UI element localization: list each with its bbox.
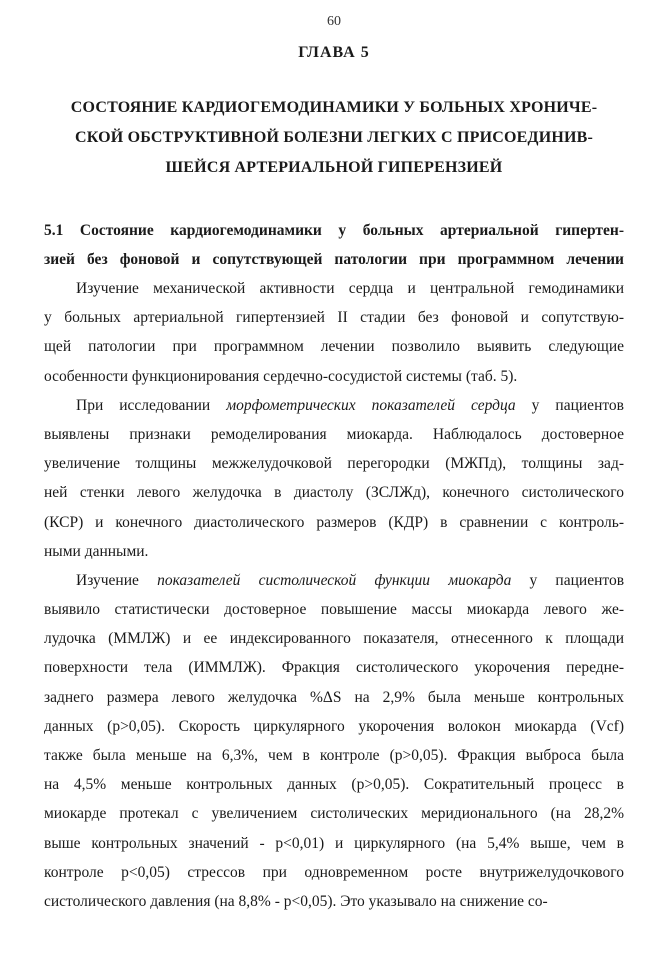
- text-line: При исследовании морфометрических показателей сердца у пациентов: [76, 396, 624, 414]
- section-heading-line: зией без фоновой и сопутствующей патологии при программном лечении: [44, 251, 624, 268]
- text-line: контроле р<0,05) стрессов при одновременном росте внутрижелудочкового: [44, 863, 624, 881]
- section-heading: [44, 216, 624, 274]
- chapter-title-line: СКОЙ ОБСТРУКТИВНОЙ БОЛЕЗНИ ЛЕГКИХ С ПРИСОЕДИНИВ-: [74, 129, 594, 146]
- text-line: особенности функционирования сердечно-сосудистой системы (таб. 5).: [44, 367, 518, 385]
- text-line: поверхности тела (ИММЛЖ). Фракция систолического укорочения передне-: [44, 659, 624, 677]
- text-line: систолического давления (на 8,8% - р<0,05). Это указывало на снижение со-: [44, 892, 548, 910]
- text-line: выявило статистически достоверное повышение массы миокарда левого же-: [44, 601, 624, 619]
- text-line: у больных артериальной гипертензией II стадии без фоновой и сопутствую-: [44, 309, 624, 327]
- text-line: выявлены признаки ремоделирования миокарда. Наблюдалось достоверное: [44, 425, 624, 443]
- paragraph: [44, 566, 624, 916]
- text-line: увеличение толщины межжелудочковой перегородки (МЖПд), толщины зад-: [44, 455, 624, 473]
- chapter-heading: ГЛАВА 5: [298, 44, 370, 61]
- text-line: выше контрольных значений - р<0,01) и циркулярного (на 5,4% выше, чем в: [44, 834, 624, 852]
- paragraph: [44, 391, 624, 566]
- paragraph: [44, 274, 624, 391]
- italic-phrase: показателей систолической функции миокарда: [157, 571, 512, 589]
- chapter-title-line: ШЕЙСЯ АРТЕРИАЛЬНОЙ ГИПЕРЕНЗИЕЙ: [165, 159, 503, 176]
- text-line: щей патологии при программном лечении позволило выявить следующие: [44, 338, 624, 356]
- text-line: (КСР) и конечного диастолического размеров (КДР) в сравнении с контроль-: [44, 513, 624, 531]
- text-line: Изучение механической активности сердца и центральной гемодинамики: [76, 280, 624, 297]
- text-line: ней стенки левого желудочка в диастолу (ЗСЛЖд), конечного систолического: [44, 484, 624, 502]
- text-line: Изучение показателей систолической функции миокарда у пациентов: [76, 571, 625, 589]
- text-line: лудочка (ММЛЖ) и ее индексированного показателя, отнесенного к площади: [44, 630, 624, 648]
- text-line: на 4,5% меньше контрольных данных (р>0,05). Сократительный процесс в: [44, 776, 624, 794]
- body-text: [44, 274, 624, 916]
- text-line: заднего размера левого желудочка %ΔS на 2,9% была меньше контрольных: [44, 688, 624, 706]
- text-line: также была меньше на 6,3%, чем в контроле (р>0,05). Фракция выброса была: [44, 747, 624, 764]
- chapter-title-line: СОСТОЯНИЕ КАРДИОГЕМОДИНАМИКИ У БОЛЬНЫХ ХРОНИЧЕ-: [70, 99, 598, 116]
- text-line: миокарде протекал с увеличением систолических меридионального (на 28,2%: [44, 805, 624, 823]
- section-heading-line: 5.1 Состояние кардиогемодинамики у больных артериальной гипертен-: [44, 222, 624, 239]
- page-number: 60: [327, 14, 341, 29]
- chapter-title: [40, 93, 628, 183]
- text-line: данных (р>0,05). Скорость циркулярного укорочения волокон миокарда (Vcf): [44, 717, 624, 735]
- italic-phrase: морфометрических показателей сердца: [226, 396, 516, 414]
- text-line: ными данными.: [44, 542, 149, 560]
